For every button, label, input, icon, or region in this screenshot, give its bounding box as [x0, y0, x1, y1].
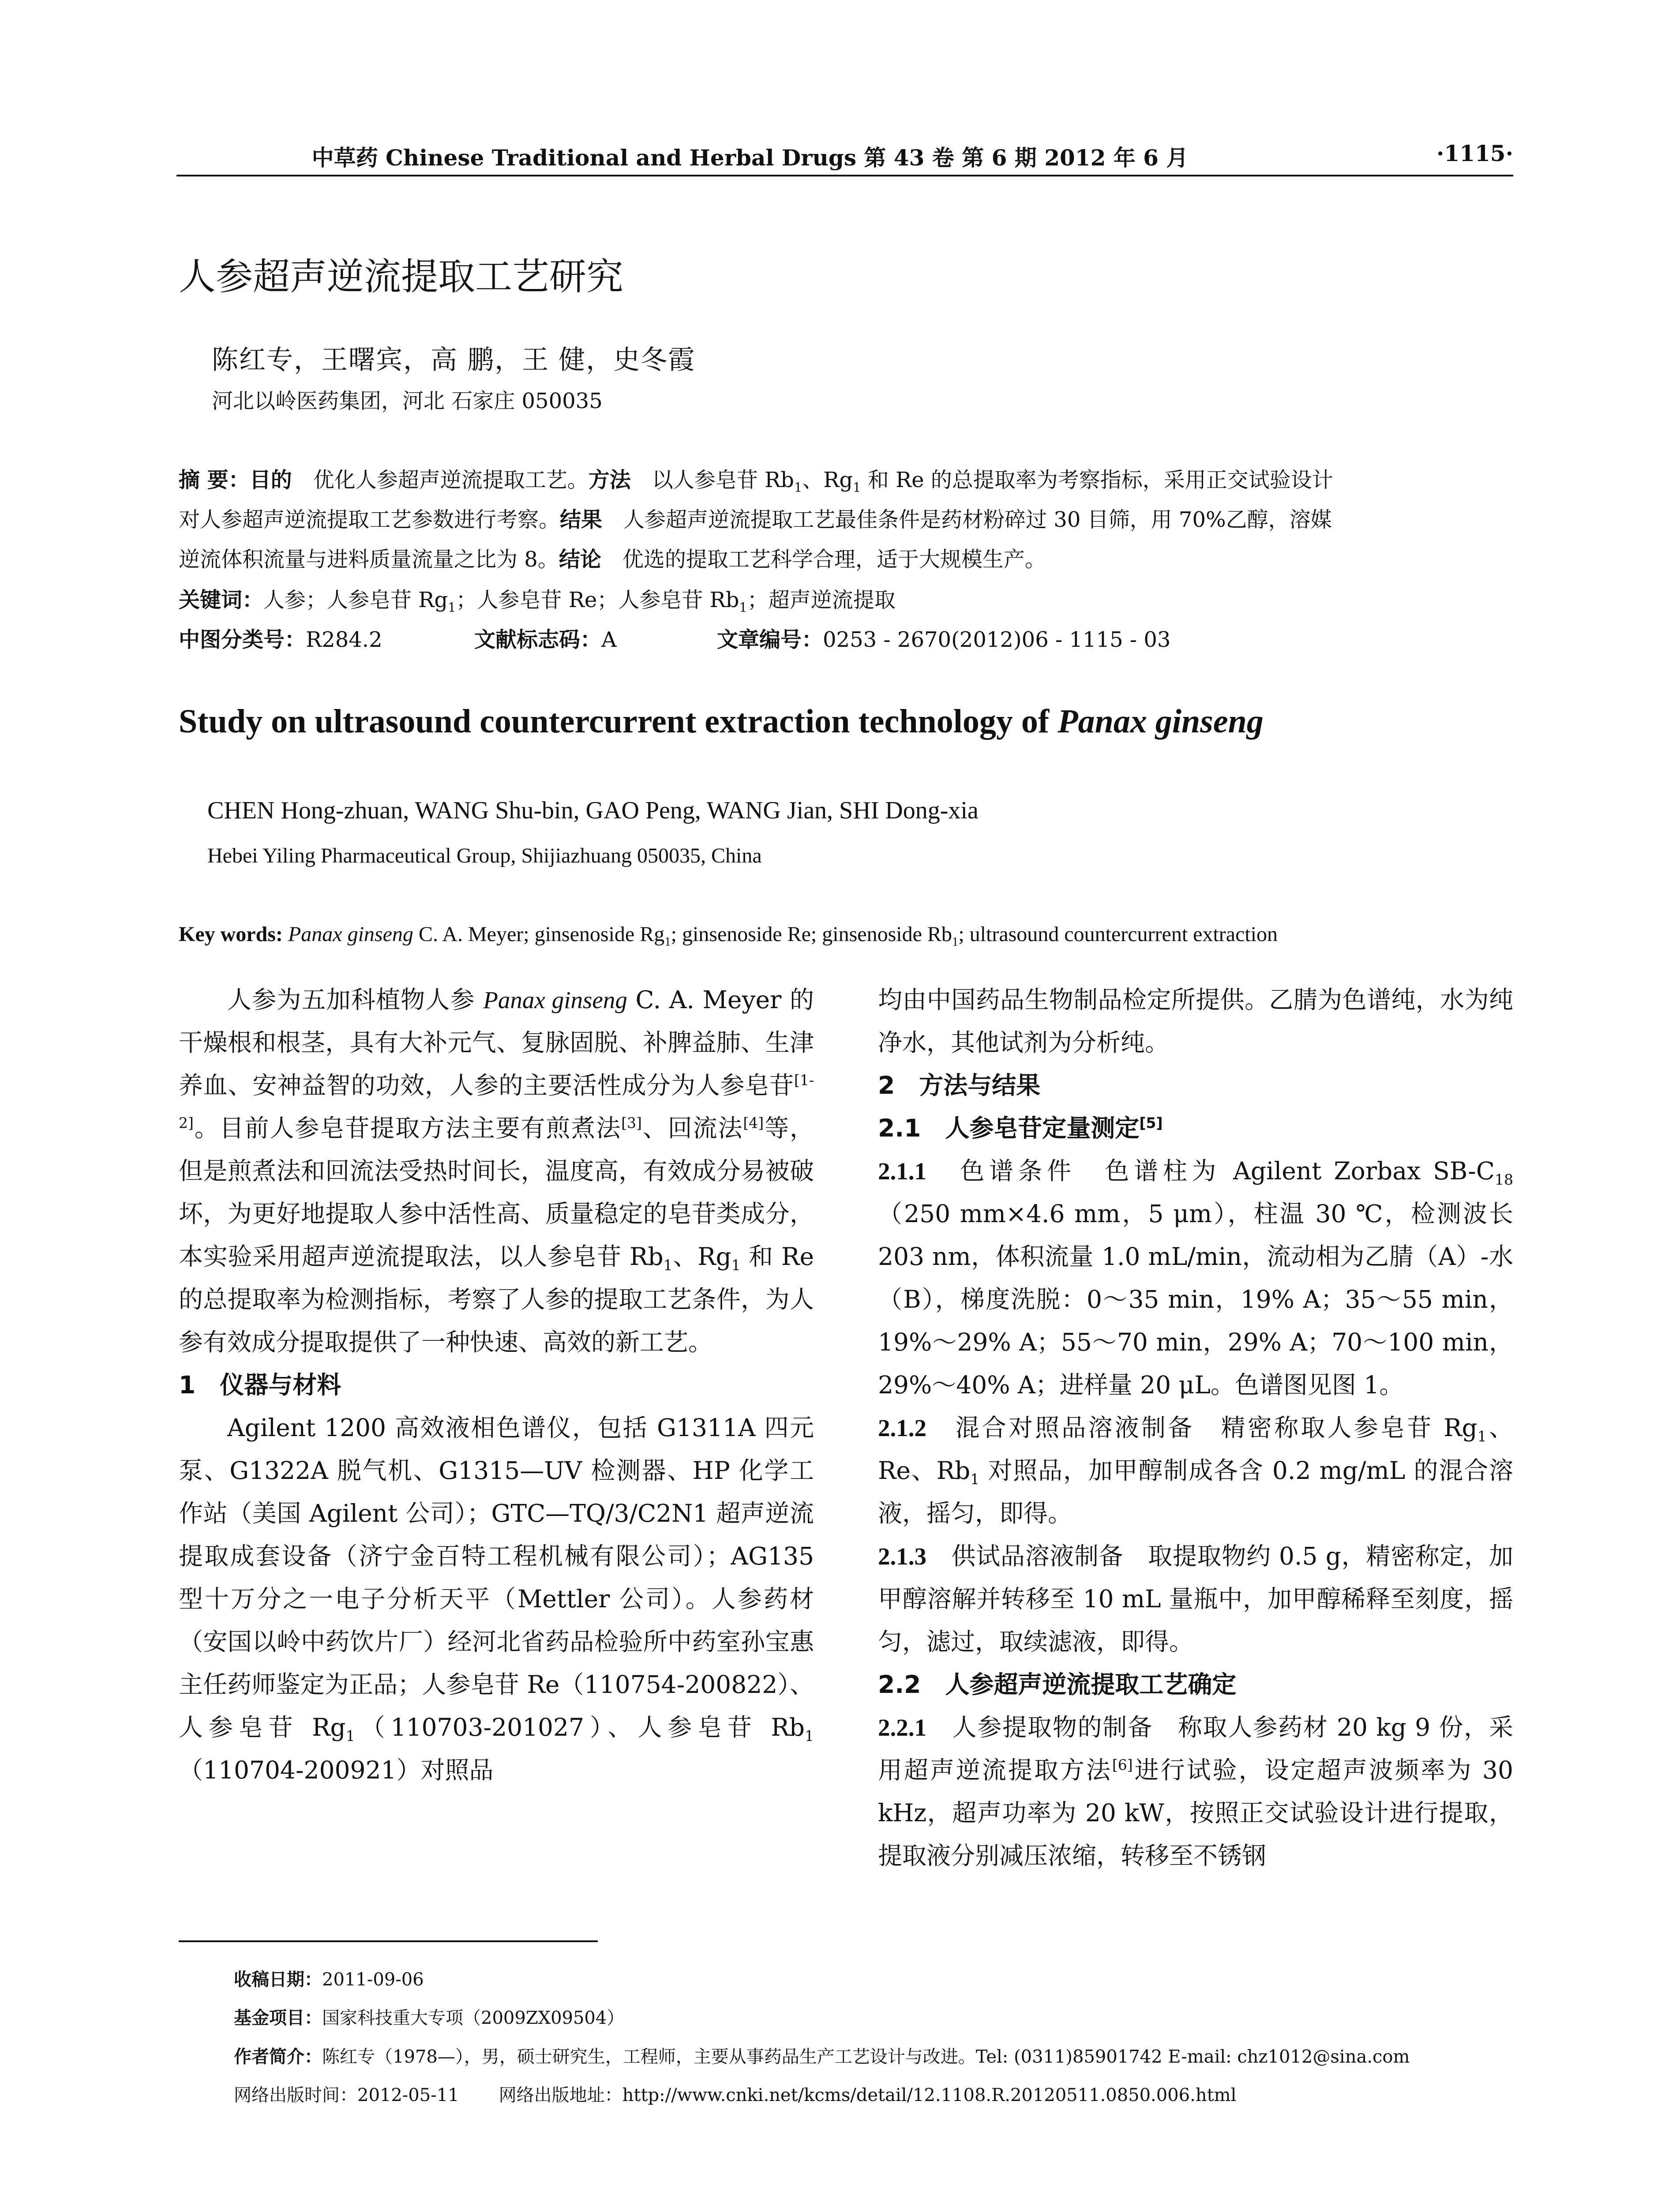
citation: [6] [1112, 1756, 1133, 1774]
body-text: （250 mm×4.6 mm，5 μm），柱温 30 ℃，检测波长 203 nm，体积流量 1.0 mL/min，流动相为乙腈（A）-水（B），梯度洗脱：0～35 min，19% A；35～55 min，19%～29% A；55～70 min，29% A；70～100 min，29%～40% A；进样量 20 μL。色谱图见图 1。 [878, 1200, 1513, 1399]
species-name: Panax ginseng [483, 987, 627, 1013]
subsection-heading [878, 1107, 1513, 1150]
materials-continuation: 均由中国药品生物制品检定所提供。乙腈为色谱纯，水为纯净水，其他试剂为分析纯。 [878, 986, 1513, 1057]
abstract-line [179, 467, 1515, 493]
method-text: 对人参超声逆流提取工艺参数进行考察。 [179, 507, 560, 532]
document-code [474, 627, 617, 653]
body-text: 进行试验，设定超声波频率为 30 kHz，超声功率为 20 kW，按照正交试验设计进行提取，提取液分别减压浓缩，转移至不锈钢 [878, 1756, 1513, 1870]
title-en-species: Panax ginseng [1058, 703, 1264, 740]
citation: [3] [621, 1114, 642, 1132]
method-text: 和 Re 的总提取率为考察指标，采用正交试验设计 [861, 468, 1333, 492]
materials-paragraph [179, 1407, 814, 1792]
item-number: 2.1.1 [878, 1158, 926, 1185]
result-text: 人参超声逆流提取工艺最佳条件是药材粉碎过 30 目筛，用 70%乙醇，溶媒 [623, 507, 1332, 532]
subscript: 1 [664, 934, 671, 949]
subscript: 1 [345, 1727, 355, 1745]
keywords-text: ；人参皂苷 Re；人参皂苷 Rb [456, 588, 739, 612]
subscript: 18 [1494, 1171, 1513, 1188]
keywords-en-species: Panax ginseng [288, 923, 413, 946]
subsection-heading: 2.2 人参超声逆流提取工艺确定 [878, 1670, 1237, 1699]
affiliation-zh: 河北以岭医药集团，河北 石家庄 050035 [212, 389, 603, 413]
article-value: 0253 - 2670(2012)06 - 1115 - 03 [823, 627, 1171, 652]
item-title: 供试品溶液制备 [951, 1542, 1124, 1570]
clc-number [179, 627, 382, 653]
subscript: 1 [448, 600, 456, 615]
keywords-en-text: ; ginsenoside Re; ginsenoside Rb [671, 923, 952, 946]
item-number: 2.1.2 [878, 1414, 926, 1441]
keywords-en-label: Key words: [179, 923, 283, 946]
item-number: 2.1.3 [878, 1543, 926, 1570]
objective-label: 目的 [249, 468, 292, 492]
footnote-text: 陈红专（1978—），男，硕士研究生，工程师，主要从事药品生产工艺设计与改进。Tel: (0311)85901742 E-mail: chz1012@sina.com [322, 2047, 1410, 2067]
page-number: ·1115· [1436, 140, 1513, 166]
article-title-en [179, 702, 1264, 741]
subscript: 1 [731, 1257, 741, 1274]
subscript: 1 [794, 480, 802, 495]
article-label: 文章编号： [717, 627, 823, 652]
footnote-received [234, 1966, 424, 1991]
keywords-label: 关键词： [179, 588, 264, 612]
body-text: 称取人参药材 20 kg 9 份，采用超声逆流提取方法 [878, 1713, 1513, 1784]
body-text: 和 Re 的总提取率为检测指标，考察了人参的提取工艺条件，为人参有效成分提取提供了一种快速、高效的新工艺。 [179, 1242, 814, 1356]
result-label: 结果 [560, 507, 603, 532]
journal-name: 中草药 Chinese Traditional and Herbal Drugs 第 43 卷 第 6 期 2012 年 6 月 [311, 145, 1189, 171]
footnote-label: 作者简介： [234, 2047, 322, 2067]
section-heading: 1 仪器与材料 [179, 1371, 341, 1399]
body-text: 取提取物约 0.5 g，精密称定，加甲醇溶解并转移至 10 mL 量瓶中，加甲醇稀释至刻度，摇匀，滤过，取续滤液，即得。 [878, 1542, 1513, 1656]
keywords-text: ；超声逆流提取 [747, 588, 896, 612]
affiliation-en: Hebei Yiling Pharmaceutical Group, Shijiazhuang 050035, China [207, 844, 762, 867]
method-label: 方法 [588, 468, 631, 492]
doc-value: A [601, 627, 617, 652]
body-text: C. A. Meyer 的干燥根和根茎，具有大补元气、复脉固脱、补脾益肺、生津养血、安神益智的功效，人参的主要活性成分为人参皂苷 [179, 986, 814, 1099]
footnote-rule [179, 1940, 598, 1942]
body-text: （110704-200921）对照品 [179, 1756, 494, 1784]
footnote-online-date: 网络出版时间：2012-05-11 [234, 2085, 459, 2105]
body-text: 、Re、Rb [878, 1414, 1513, 1485]
keywords-zh [179, 587, 1515, 613]
subscript: 1 [952, 934, 959, 949]
abstract-line [179, 546, 1515, 573]
subscript: 1 [663, 1257, 673, 1274]
citation: [4] [743, 1114, 764, 1132]
item-number: 2.2.1 [878, 1714, 926, 1741]
body-text: 人参为五加科植物人参 [227, 986, 484, 1014]
subscript: 1 [739, 600, 747, 615]
footnote-online-url: 网络出版地址：http://www.cnki.net/kcms/detail/12.1108.R.20120511.0850.006.html [499, 2085, 1237, 2105]
body-text: 、回流法 [641, 1114, 743, 1142]
footnote-online [234, 2081, 1236, 2106]
body-text: Agilent 1200 高效液相色谱仪，包括 G1311A 四元泵、G1322A 脱气机、G1315—UV 检测器、HP 化学工作站（美国 Agilent 公司）；GTC—TQ/3/C2N1 超声逆流提取成套设备（济宁金百特工程机械有限公司）；AG135 型十万分之一电子分析天平（Mettler 公司）。人参药材（安国以岭中药饮片厂）经河北省药品检验所中药室孙宝惠主任药师鉴定为正品；人参皂苷 Re（110754-200822）、人参皂苷 Rg [179, 1414, 814, 1741]
article-title-zh: 人参超声逆流提取工艺研究 [179, 255, 624, 298]
clc-label: 中图分类号： [179, 627, 306, 652]
keywords-en [179, 922, 1278, 949]
body-text: 精密称取人参皂苷 Rg [1221, 1414, 1478, 1442]
keywords-en-text: ; ultrasound countercurrent extraction [958, 923, 1278, 946]
method-text: 、Rg [802, 468, 853, 492]
citation: [5] [1139, 1114, 1163, 1132]
keywords-text: 人参；人参皂苷 Rg [263, 588, 448, 612]
body-left-column [179, 979, 814, 1792]
footnote-text: 2011-09-06 [322, 1970, 424, 1990]
footnote-label: 收稿日期： [234, 1970, 322, 1990]
subscript: 1 [805, 1727, 814, 1745]
authors-en: CHEN Hong-zhuan, WANG Shu-bin, GAO Peng, WANG Jian, SHI Dong-xia [207, 797, 979, 824]
body-text: 。目前人参皂苷提取方法主要有煎煮法 [193, 1114, 622, 1142]
footnote-fund [234, 2004, 624, 2029]
objective-text: 优化人参超声逆流提取工艺。 [313, 468, 589, 492]
subscript: 1 [970, 1471, 980, 1488]
header-rule [176, 175, 1513, 176]
section-heading: 2 方法与结果 [878, 1071, 1041, 1099]
reference-solution-paragraph [878, 1407, 1513, 1535]
keywords-en-text: C. A. Meyer; ginsenoside Rg [413, 923, 665, 946]
chromatography-paragraph [878, 1150, 1513, 1407]
body-text: 等，但是煎煮法和回流法受热时间长，温度高，有效成分易被破坏，为更好地提取人参中活性高、质量稳定的皂苷类成分，本实验采用超声逆流提取法，以人参皂苷 Rb [179, 1114, 814, 1271]
item-title: 混合对照品溶液制备 [955, 1414, 1195, 1442]
title-en-text: Study on ultrasound countercurrent extraction technology of [179, 703, 1058, 740]
conclusion-label: 结论 [559, 547, 601, 572]
body-right-column [878, 979, 1513, 1877]
abstract-label: 摘 要： [179, 468, 250, 492]
footnote-label: 基金项目： [234, 2008, 322, 2028]
body-text: 、Rg [672, 1242, 731, 1271]
test-solution-paragraph [878, 1535, 1513, 1663]
method-text: 以人参皂苷 Rb [652, 468, 794, 492]
citation: [1-2] [179, 1071, 814, 1132]
abstract-line [179, 506, 1515, 533]
running-header [176, 140, 1513, 172]
intro-paragraph [179, 979, 814, 1364]
article-id [717, 627, 1170, 653]
subscript: 1 [1477, 1428, 1487, 1445]
footnote-text: 国家科技重大专项（2009ZX09504） [322, 2008, 625, 2028]
subsection-title: 2.1 人参皂苷定量测定 [878, 1114, 1140, 1142]
extraction-paragraph [878, 1706, 1513, 1877]
footnote-author [234, 2043, 1410, 2068]
authors-zh: 陈红专，王曙宾，高 鹏，王 健，史冬霞 [212, 345, 696, 375]
body-text: 对照品，加甲醇制成各含 0.2 mg/mL 的混合溶液，摇匀，即得。 [878, 1456, 1513, 1527]
body-text: 色谱柱为 Agilent Zorbax SB-C [1105, 1157, 1495, 1185]
clc-value: R284.2 [306, 627, 382, 652]
body-text: （110703-201027）、人参皂苷 Rb [355, 1713, 805, 1741]
subscript: 1 [853, 480, 861, 495]
item-title: 色谱条件 [960, 1157, 1076, 1185]
conclusion-text: 优选的提取工艺科学合理，适于大规模生产。 [622, 547, 1046, 572]
result-text: 逆流体积流量与进料质量流量之比为 8。 [179, 547, 559, 572]
doc-label: 文献标志码： [474, 627, 602, 652]
item-title: 人参提取物的制备 [952, 1713, 1153, 1741]
